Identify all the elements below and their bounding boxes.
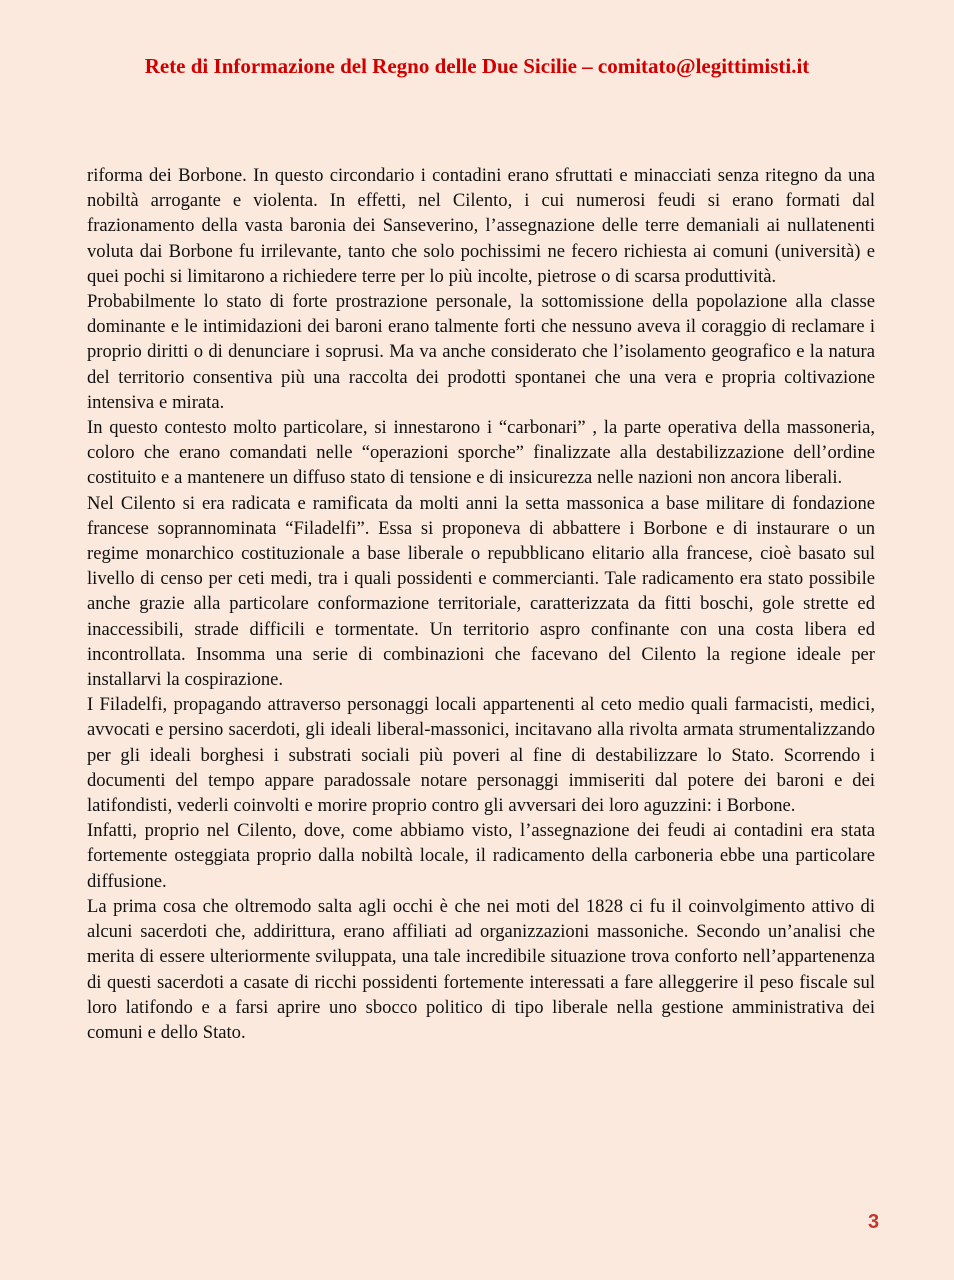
paragraph: Infatti, proprio nel Cilento, dove, come abbiamo visto, l’assegnazione dei feudi ai contadini era stata fortemente osteggiata proprio dalla nobiltà locale, il radicamento della carboneria ebbe una particolare diffusione. — [87, 820, 875, 892]
paragraph: I Filadelfi, propagando attraverso personaggi locali appartenenti al ceto medio quali farmacisti, medici, avvocati e persino sacerdoti, gli ideali liberal-massonici, incitavano alla rivolta armata strumentalizzando per gli ideali borghesi i substrati sociali più poveri al fine di destabilizzare lo Stato. Scorrendo i documenti del tempo appare paradossale notare personaggi immiseriti dal potere dei baroni e dei latifondisti, vederli coinvolti e morire proprio contro gli avversari dei loro aguzzini: i Borbone. — [87, 694, 875, 817]
document-body — [87, 163, 875, 1045]
paragraph: Probabilmente lo stato di forte prostrazione personale, la sottomissione della popolazione alla classe dominante e le intimidazioni dei baroni erano talmente forti che nessuno aveva il coraggio di reclamare i proprio diritti o di denunciare i soprusi. Ma va anche considerato che l’isolamento geografico e la natura del territorio consentiva più una raccolta dei prodotti spontanei che una vera e propria coltivazione intensiva e mirata. — [87, 291, 875, 413]
page-header-title: Rete di Informazione del Regno delle Due Sicilie – comitato@legittimisti.it — [144, 54, 810, 78]
paragraph: In questo contesto molto particolare, si innestarono i “carbonari” , la parte operativa della massoneria, coloro che erano comandati nelle “operazioni sporche” finalizzate alla destabilizzazione dell’ordine costituito e a mantenere un diffuso stato di tensione e di insicurezza nelle nazioni non ancora liberali. — [87, 417, 875, 489]
paragraph: Nel Cilento si era radicata e ramificata da molti anni la setta massonica a base militare di fondazione francese soprannominata “Filadelfi”. Essa si proponeva di abbattere i Borbone e di instaurare o un regime monarchico costituzionale a base liberale o repubblicano elitario alla francese, cioè basato sul livello di censo per ceti medi, tra i quali possidenti e commercianti. Tale radicamento era stato possibile anche grazie alla particolare conformazione territoriale, caratterizzata da fitti boschi, gole strette ed inaccessibili, strade difficili e tormentate. Un territorio aspro confinante con una costa libera ed incontrollata. Insomma una serie di combinazioni che facevano del Cilento la regione ideale per installarvi la cospirazione. — [87, 492, 875, 691]
paragraph: La prima cosa che oltremodo salta agli occhi è che nei moti del 1828 ci fu il coinvolgimento attivo di alcuni sacerdoti che, addirittura, erano affiliati ad organizzazioni massoniche. Secondo un’analisi che merita di essere ulteriormente sviluppata, una tale incredibile situazione trova conforto nell’appartenenza di questi sacerdoti a casate di ricchi possidenti fortemente interessati a fare alleggerire il peso fiscale sul loro latifondo e a farsi aprire uno sbocco politico di tipo liberale nella gestione amministrativa dei comuni e dello Stato. — [87, 895, 875, 1043]
page-number: 3 — [868, 1211, 880, 1233]
paragraph: riforma dei Borbone. In questo circondario i contadini erano sfruttati e minacciati senza ritegno da una nobiltà arrogante e violenta. In effetti, nel Cilento, i cui numerosi feudi si erano formati dal frazionamento della vasta baronia dei Sanseverino, l’assegnazione delle terre demaniali ai nullatenenti voluta dai Borbone fu irrilevante, tanto che solo pochissimi ne fecero richiesta ai comuni (università) e quei pochi si limitarono a richiedere terre per lo più incolte, pietrose o di scarsa produttività. — [87, 165, 875, 287]
